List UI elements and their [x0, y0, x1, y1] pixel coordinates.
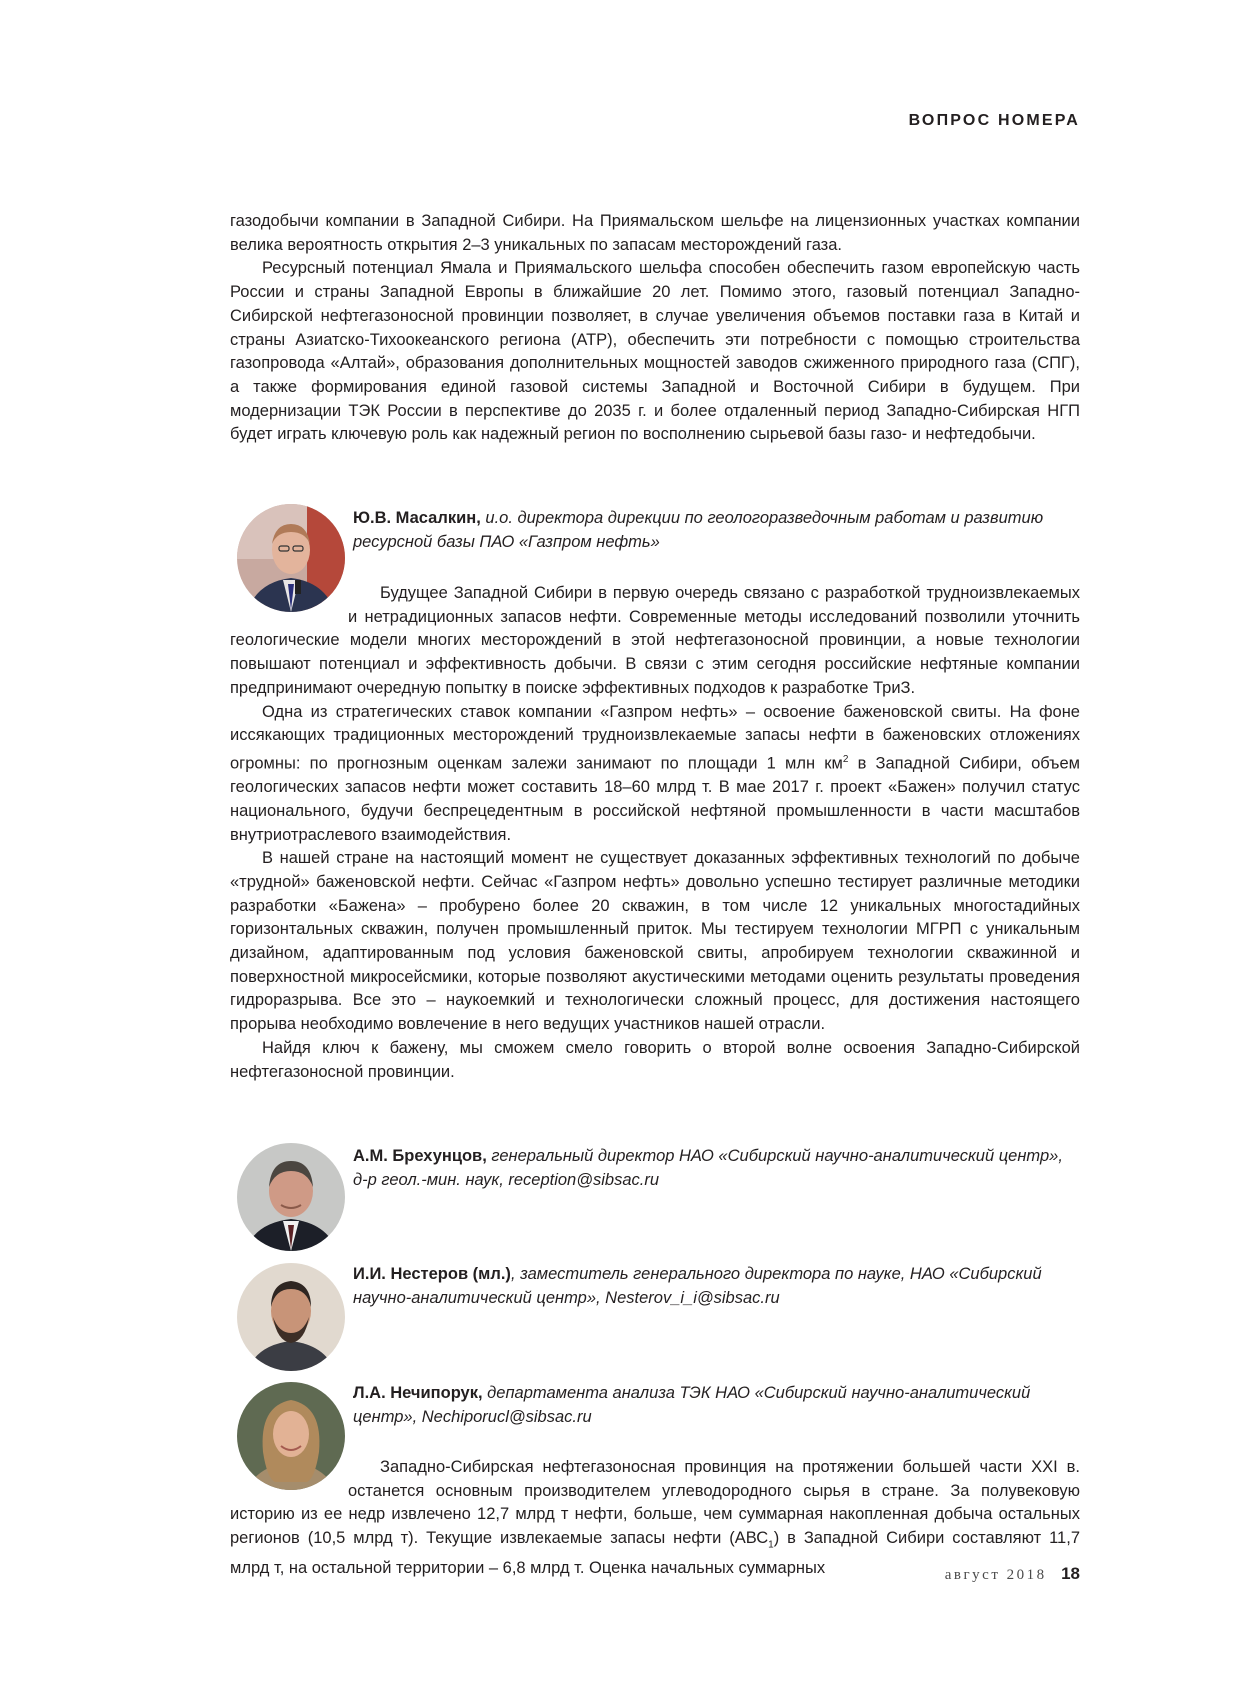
page-footer — [850, 1564, 1080, 1584]
avatar-brekhuntsov — [237, 1143, 345, 1251]
nechiporuk-text — [230, 1456, 1080, 1581]
masalkin-text — [230, 582, 1080, 1084]
paragraph: Будущее Западной Сибири в первую очередь связано с разработкой трудноизвлекаемых и нетрадиционных запасов нефти. Современные методы исследований позволили уточнить геологические модели многих месторождений в этой нефтегазоносной провинции, а новые технологии повышают потенциал и эффективность добычи. В связи с этим сегодня российские нефтяные компании предпринимают очередную попытку в поиске эффективных подходов к разработке ТриЗ. — [230, 584, 1080, 697]
paragraph: газодобычи компании в Западной Сибири. На Приямальском шельфе на лицензионных участках компании велика вероятность открытия 2–3 уникальных по запасам месторождений газа. — [230, 212, 1080, 254]
author-role: и.о. директора дирекции по геологоразведочным работам и развитию ресурсной базы ПАО «Газпром нефть» — [353, 509, 1044, 551]
author-name: Ю.В. Масалкин, — [353, 509, 481, 527]
author-name: Л.А. Нечипорук, — [353, 1384, 483, 1402]
author-role: генеральный директор НАО «Сибирский научно-аналитический центр», д-р геол.-мин. наук, reception@sibsac.ru — [353, 1147, 1063, 1189]
byline-masalkin — [353, 507, 1073, 554]
author-role: заместитель генерального директора по науке, НАО «Сибирский научно-аналитический центр», Nesterov_i_i@sibsac.ru — [353, 1265, 1042, 1307]
paragraph: Найдя ключ к бажену, мы сможем смело говорить о второй волне освоения Западно-Сибирской нефтегазоносной провинции. — [230, 1038, 1080, 1081]
byline-brekhuntsov — [353, 1145, 1073, 1192]
issue-date: август 2018 — [944, 1567, 1047, 1583]
author-name: И.И. Нестеров (мл.) — [353, 1265, 511, 1283]
section-title: ВОПРОС НОМЕРА — [908, 112, 1080, 129]
avatar-nesterov — [237, 1263, 345, 1371]
paragraph: В нашей стране на настоящий момент не существует доказанных эффективных технологий по добыче «трудной» баженовской нефти. Сейчас «Газпром нефть» довольно успешно тестирует различные методики разработки «Бажена» – пробурено более 20 скважин, в том числе 12 уникальных многостадийных горизонтальных скважин, получен промышленный приток. Мы тестируем технологии МГРП с уникальным дизайном, адаптированным под условия баженовской свиты, апробируем технологии скважинной и поверхностной микросейсмики, которые позволяют акустическими методами оценить результаты проведения гидроразрыва. Все это – наукоемкий и технологически сложный процесс, для достижения настоящего прорыва необходимо вовлечение в него ведущих участников нашей отрасли. — [230, 849, 1080, 1034]
page-number: 18 — [1061, 1564, 1080, 1583]
paragraph: Западно-Сибирская нефтегазоносная провинция на протяжении большей части XXI в. останется основным производителем углеводородного сырья в стране. За полувековую историю из ее недр извлечено 12,7 млрд т нефти, больше, чем суммарная накопленная добыча остальных регионов (10,5 млрд т). Текущие извлекаемые запасы нефти $(АВС_1)$ в Западной Сибири составляют 11,7 млрд т, на остальной территории – 6,8 млрд т. Оценка начальных суммарных — [230, 1458, 1080, 1578]
paragraph: Ресурсный потенциал Ямала и Приямальского шельфа способен обеспечить газом европейскую часть России и страны Западной Европы в ближайшие 20 лет. Помимо этого, газовый потенциал Западно-Сибирской нефтегазоносной провинции позволяет, в случае увеличения объемов поставки газа в Китай и страны Азиатско-Тихоокеанского региона (АТР), обеспечить эти потребности с помощью строительства газопровода «Алтай», образования дополнительных мощностей заводов сжиженного природного газа (СПГ), а также формирования единой газовой системы Западной и Восточной Сибири в будущем. При модернизации ТЭК России в перспективе до 2035 г. и более отдаленный период Западно-Сибирская НГП будет играть ключевую роль как надежный регион по восполнению сырьевой базы газо- и нефтедобычи. — [230, 259, 1080, 444]
paragraph: Одна из стратегических ставок компании «Газпром нефть» – освоение баженовской свиты. На фоне иссякающих традиционных месторождений трудноизвлекаемые запасы нефти в баженовских отложениях огромны: по прогнозным оценкам залежи занимают по площади 1 млн $км^2$ в Западной Сибири, объем геологических запасов нефти может составить 18–60 млрд т. В мае 2017 г. проект «Бажен» получил статус национального, будучи беспрецедентным в российской нефтяной промышленности в части масштабов внутриотраслевого взаимодействия. — [230, 702, 1080, 844]
author-name: А.М. Брехунцов, — [353, 1147, 487, 1165]
byline-nechiporuk — [353, 1382, 1073, 1429]
author-role: департамента анализа ТЭК НАО «Сибирский научно-аналитический центр», Nechiporucl@sibsac.ru — [353, 1384, 1031, 1426]
intro-text — [230, 210, 1080, 447]
byline-nesterov: И.И. Нестеров (мл.), заместитель генерального директора по науке, НАО «Сибирский научно-аналитический центр», Nesterov_i_i@sibsac.ru — [353, 1265, 1042, 1307]
